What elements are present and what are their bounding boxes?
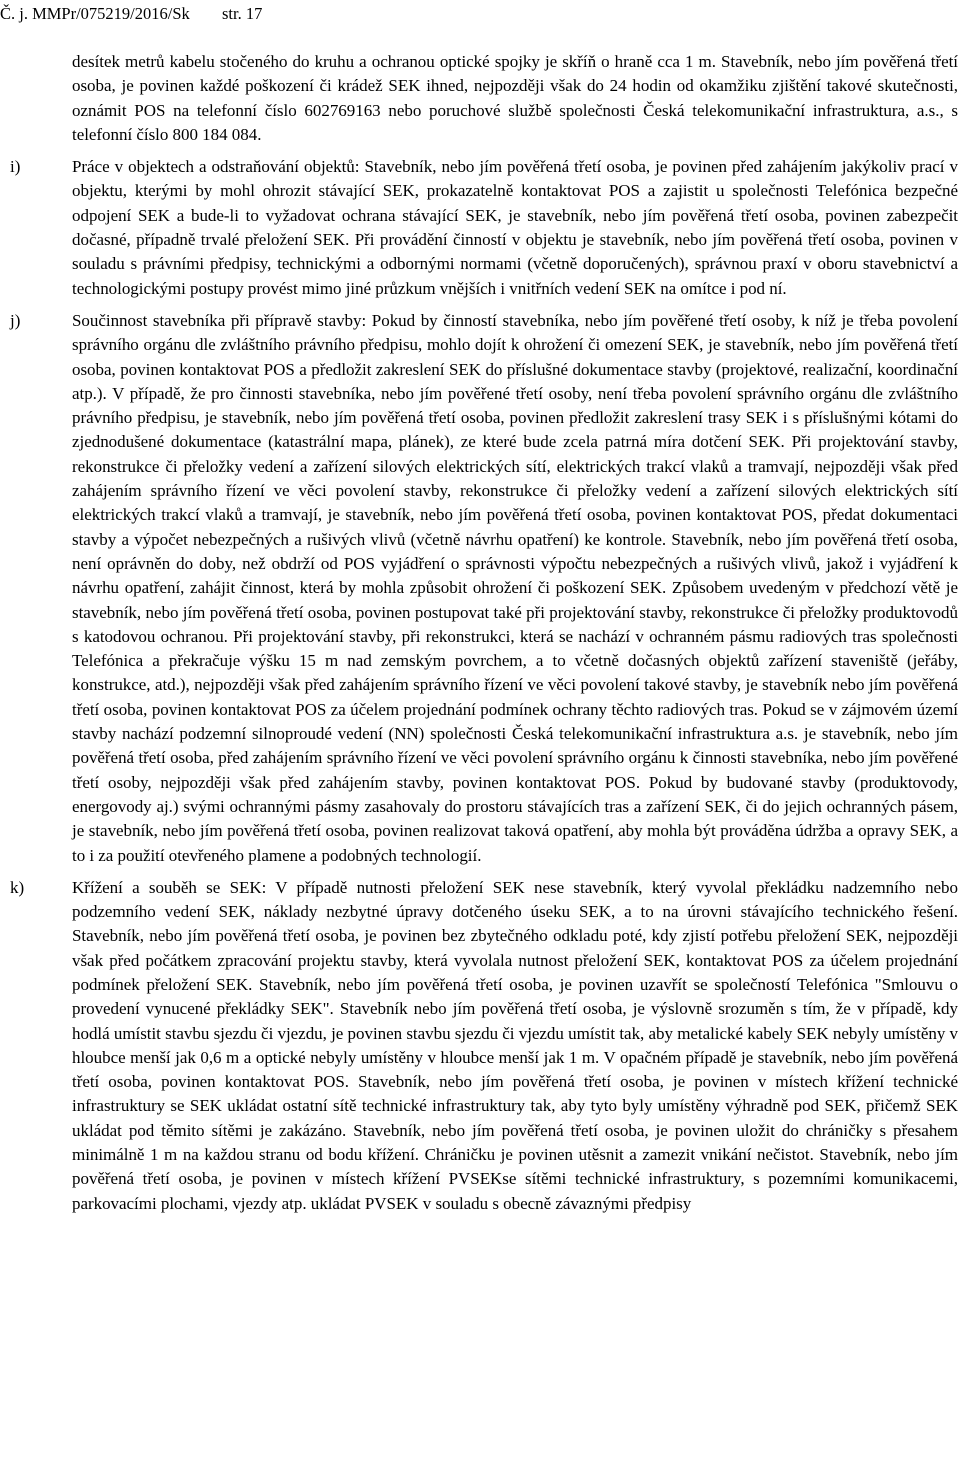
list-label: j) — [10, 310, 21, 330]
list-item-text: Součinnost stavebníka při přípravě stavby: Pokud by činností stavebníka, nebo jím pověřené třetí osoby, k níž je třeba povolení správního orgánu dle zvláštního právního předpisu, mohlo dojít k ohrožení či omezení SEK, je stavebník, nebo jím pověřená třetí osoba, povinen kontaktovat POS a předložit zakreslení SEK do příslušné dokumentace stavby (projektové, realizační, koordinační atp.). V případě, že pro činnosti stavebníka, nebo jím pověřené třetí osoby, není třeba povolení správního orgánu dle zvláštního právního předpisu, je stavebník, nebo jím pověřená třetí osoba, povinen předložit zakreslení trasy SEK i s příslušnými kótami do zjednodušené dokumentace (katastrální mapa, plánek), ze které bude zcela patrná míra dotčení SEK. Při projektování stavby, rekonstrukce či přeložky vedení a zařízení silových elektrických sítí, elektrických trakcí vlaků a tramvají, nejpozději však před zahájením správního řízení ve věci povolení stavby, rekonstrukce či přeložky vedení a zařízení silových elektrických sítí elektrických trakcí vlaků a tramvají, je stavebník, nebo jím pověřená třetí osoba, povinen kontaktovat POS, předat dokumentaci stavby a výpočet nebezpečných a rušivých vlivů (včetně návrhu opatření) ke kontrole. Stavebník, nebo jím pověřená třetí osoba, není oprávněn do doby, než obdrží od POS vyjádření o správnosti výpočtu nebezpečných a rušivých vlivů, jakož i vyjádření k návrhu opatření, zahájit činnost, která by mohla způsobit ohrožení či poškození SEK. Způsobem uvedeným v předchozí větě je stavebník, nebo jím pověřená třetí osoba, povinen postupovat také při projektování stavby, rekonstrukce či přeložky produktovodů s katodovou ochranou. Při projektování stavby, při rekonstrukci, která se nachází v ochranném pásmu radiových tras společnosti Telefónica a překračuje výšku 15 m nad zemským povrchem, a to včetně dočasných objektů zařízení staveniště (jeřáby, konstrukce, atd.), nejpozději však před zahájením správního řízení ve věci povolení takové stavby, je stavebník nebo jím pověřená třetí osoba, povinen kontaktovat POS za účelem projednání podmínek ochrany těchto radiových tras. Pokud se v zájmovém území stavby nachází podzemní silnoproudé vedení (NN) společnosti Česká telekomunikační infrastruktura a.s. je stavebník, nebo jím pověřená třetí osoba, před zahájením správního řízení ve věci povolení správního orgánu k činnosti stavebníka, nebo jím pověřené třetí osoby, nejpozději však před zahájením stavby, povinen kontaktovat POS. Pokud by budované stavby (produktovody, energovody aj.) svými ochrannými pásmy zasahovaly do prostoru stávajících tras a zařízení SEK, či do jejich ochranných pásem, je stavebník, nebo jím pověřená třetí osoba, povinen realizovat taková opatření, aby mohla být prováděna údržba a opravy SEK, a to i za použití otevřeného plamene a podobných technologií. — [72, 310, 958, 865]
document-body — [10, 50, 958, 1216]
page-header — [0, 3, 300, 25]
list-item-text: Křížení a souběh se SEK: V případě nutnosti přeložení SEK nese stavebník, který vyvolal překládku nadzemního nebo podzemního vedení SEK, náklady nezbytné úpravy dotčeného úseku SEK, a to na úrovni stávajícího technického řešení. Stavebník, nebo jím pověřená třetí osoba, je povinen bez zbytečného odkladu poté, kdy zjistí potřebu přeložení SEK, nejpozději však před počátkem zpracování projektu stavby, která vyvolala nutnost přeložení SEK, kontaktovat POS za účelem projednání podmínek přeložení SEK. Stavebník, nebo jím pověřená třetí osoba, je povinen uzavřít se společností Telefónica "Smlouvu o provedení vynucené překládky SEK". Stavebník nebo jím pověřená třetí osoba, je výslovně srozuměn s tím, že v případě, kdy hodlá umístit stavbu sjezdu či vjezdu, je povinen stavbu sjezdu či vjezdu umístit tak, aby metalické kabely SEK nebyly umístěny v hloubce menší jak 0,6 m a optické nebyly umístěny v hloubce menší jak 1 m. V opačném případě je stavebník, nebo jím pověřená třetí osoba, povinen kontaktovat POS. Stavebník, nebo jím pověřená třetí osoba, je povinen v místech křížení technické infrastruktury se SEK ukládat ostatní sítě technické infrastruktury tak, aby tyto byly umístěny výhradně pod SEK, přičemž SEK ukládat pod těmito sítěmi je zakázáno. Stavebník, nebo jím pověřená třetí osoba, je povinen uložit do chráničky s přesahem minimálně 1 m na každou stranu od bodu křížení. Chráničku je povinen utěsnit a zamezit vnikání nečistot. Stavebník, nebo jím pověřená třetí osoba, je povinen v místech křížení PVSEKse sítěmi technické infrastruktury, s pozemními komunikacemi, parkovacími plochami, vjezdy atp. ukládat PVSEK v souladu s obecně závaznými předpisy — [72, 877, 958, 1213]
intro-paragraph: desítek metrů kabelu stočeného do kruhu a ochranou optické spojky je skříň o hraně cca 1 m. Stavebník, nebo jím pověřená třetí osoba, je povinen každé poškození či krádež SEK ihned, nejpozději však do 24 hodin od okamžiku zjištění takové skutečnosti, oznámit POS na telefonní číslo 602769163 nebo poruchové službě společnosti Česká telekomunikační infrastruktura, a.s., s telefonní číslo 800 184 084. — [72, 52, 958, 144]
list-item-k — [10, 876, 958, 1216]
list-label: k) — [10, 877, 25, 897]
list-item-text: Práce v objektech a odstraňování objektů: Stavebník, nebo jím pověřená třetí osoba, je povinen před zahájením jakýkoliv prací v objektu, kterými by mohl ohrozit stávající SEK, prokazatelně kontaktovat POS a zajistit u společnosti Telefónica bezpečné odpojení SEK a bude-li to vyžadovat ochrana stávající SEK, je stavebník, nebo jím pověřená třetí osoba, povinen zabezpečit dočasné, případně trvalé přeložení SEK. Při provádění činností v objektu je stavebník, nebo jím pověřená třetí osoba, povinen v souladu s právními předpisy, technickými a odbornými normami (včetně doporučených), správnou praxí v oboru stavebnictví a technologickými postupy provést mimo jiné průzkum vnějších i vnitřních vedení SEK na omítce i pod ní. — [72, 157, 958, 298]
list-item-i — [10, 155, 958, 301]
list-label: i) — [10, 157, 21, 177]
document-reference: Č. j. MMPr/075219/2016/Sk — [0, 4, 190, 23]
page-number: str. 17 — [222, 4, 263, 23]
list-item-j — [10, 309, 958, 868]
